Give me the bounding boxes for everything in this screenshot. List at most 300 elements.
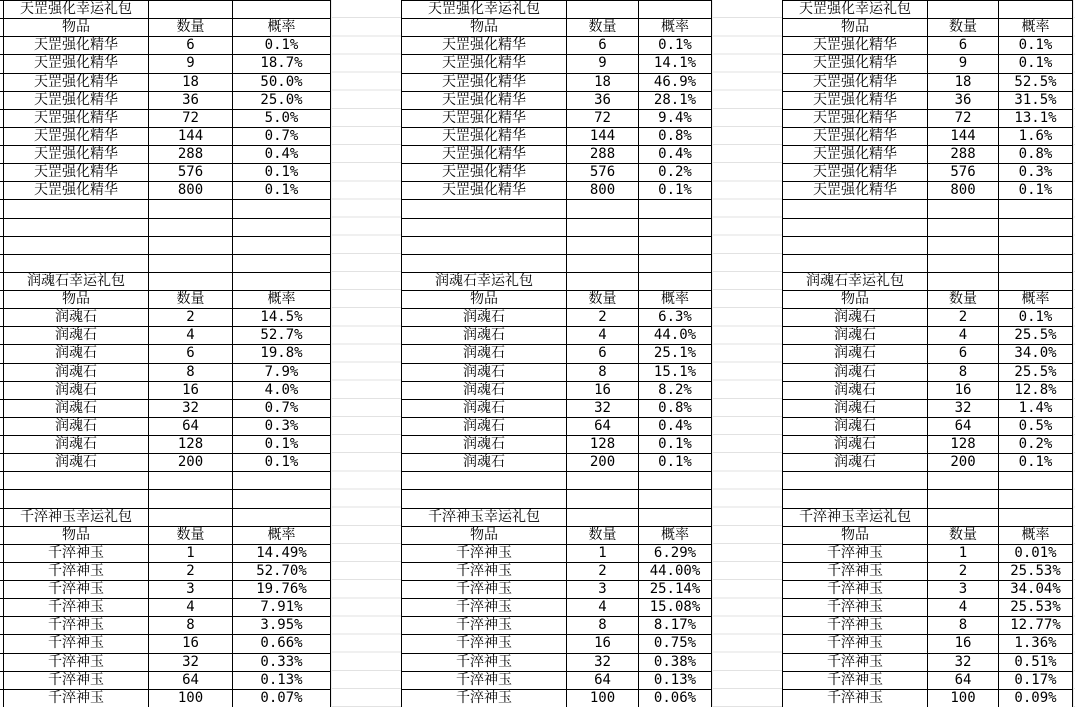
probability-cell[interactable]: 0.1% <box>999 55 1073 73</box>
pack-title-cell[interactable]: 润魂石幸运礼包 <box>783 272 928 290</box>
probability-cell[interactable]: 34.0% <box>999 345 1073 363</box>
quantity-cell[interactable]: 32 <box>149 653 233 671</box>
empty-cell[interactable] <box>639 272 712 290</box>
quantity-cell[interactable]: 9 <box>149 55 233 73</box>
item-cell[interactable]: 千淬神玉 <box>4 689 149 707</box>
quantity-cell[interactable]: 100 <box>567 689 639 707</box>
quantity-cell[interactable]: 6 <box>928 37 999 55</box>
probability-cell[interactable]: 14.49% <box>233 544 331 562</box>
quantity-cell[interactable]: 32 <box>567 653 639 671</box>
item-cell[interactable]: 天罡强化精华 <box>402 146 567 164</box>
probability-cell[interactable]: 50.0% <box>233 73 331 91</box>
column-header-cell[interactable]: 数量 <box>928 291 999 309</box>
quantity-cell[interactable]: 64 <box>928 417 999 435</box>
item-cell[interactable]: 天罡强化精华 <box>402 164 567 182</box>
empty-cell[interactable] <box>149 236 233 254</box>
empty-cell[interactable] <box>149 218 233 236</box>
empty-cell[interactable] <box>233 490 331 508</box>
column-header-cell[interactable]: 物品 <box>4 19 149 37</box>
probability-cell[interactable]: 14.5% <box>233 309 331 327</box>
probability-cell[interactable]: 0.1% <box>639 454 712 472</box>
empty-cell[interactable] <box>567 472 639 490</box>
empty-cell[interactable] <box>567 1 639 19</box>
empty-cell[interactable] <box>233 218 331 236</box>
quantity-cell[interactable]: 6 <box>567 37 639 55</box>
empty-cell[interactable] <box>928 272 999 290</box>
probability-cell[interactable]: 0.06% <box>639 689 712 707</box>
probability-cell[interactable]: 0.1% <box>999 182 1073 200</box>
item-cell[interactable]: 润魂石 <box>402 454 567 472</box>
probability-cell[interactable]: 5.0% <box>233 109 331 127</box>
probability-cell[interactable]: 0.38% <box>639 653 712 671</box>
column-header-cell[interactable]: 数量 <box>567 19 639 37</box>
probability-cell[interactable]: 19.8% <box>233 345 331 363</box>
item-cell[interactable]: 天罡强化精华 <box>402 109 567 127</box>
item-cell[interactable]: 润魂石 <box>783 417 928 435</box>
quantity-cell[interactable]: 36 <box>567 91 639 109</box>
quantity-cell[interactable]: 32 <box>149 399 233 417</box>
quantity-cell[interactable]: 9 <box>928 55 999 73</box>
empty-cell[interactable] <box>639 236 712 254</box>
item-cell[interactable]: 润魂石 <box>4 381 149 399</box>
column-header-cell[interactable]: 物品 <box>402 526 567 544</box>
empty-cell[interactable] <box>149 272 233 290</box>
quantity-cell[interactable]: 1 <box>928 544 999 562</box>
probability-cell[interactable]: 1.36% <box>999 635 1073 653</box>
item-cell[interactable]: 天罡强化精华 <box>4 91 149 109</box>
probability-cell[interactable]: 8.17% <box>639 617 712 635</box>
probability-cell[interactable]: 7.91% <box>233 599 331 617</box>
empty-cell[interactable] <box>999 490 1073 508</box>
quantity-cell[interactable]: 2 <box>567 562 639 580</box>
probability-cell[interactable]: 0.1% <box>233 37 331 55</box>
empty-cell[interactable] <box>783 254 928 272</box>
probability-cell[interactable]: 8.2% <box>639 381 712 399</box>
empty-cell[interactable] <box>928 254 999 272</box>
empty-cell[interactable] <box>4 218 149 236</box>
quantity-cell[interactable]: 576 <box>567 164 639 182</box>
probability-cell[interactable]: 0.8% <box>639 399 712 417</box>
empty-cell[interactable] <box>999 218 1073 236</box>
column-header-cell[interactable]: 概率 <box>639 526 712 544</box>
quantity-cell[interactable]: 576 <box>149 164 233 182</box>
quantity-cell[interactable]: 128 <box>567 436 639 454</box>
probability-cell[interactable]: 0.2% <box>999 436 1073 454</box>
empty-cell[interactable] <box>639 218 712 236</box>
item-cell[interactable]: 千淬神玉 <box>783 562 928 580</box>
probability-cell[interactable]: 0.1% <box>639 436 712 454</box>
quantity-cell[interactable]: 800 <box>928 182 999 200</box>
quantity-cell[interactable]: 32 <box>567 399 639 417</box>
empty-cell[interactable] <box>567 272 639 290</box>
empty-cell[interactable] <box>928 508 999 526</box>
quantity-cell[interactable]: 6 <box>567 345 639 363</box>
item-cell[interactable]: 天罡强化精华 <box>402 55 567 73</box>
quantity-cell[interactable]: 3 <box>567 581 639 599</box>
quantity-cell[interactable]: 3 <box>928 581 999 599</box>
empty-cell[interactable] <box>149 490 233 508</box>
quantity-cell[interactable]: 576 <box>928 164 999 182</box>
item-cell[interactable]: 千淬神玉 <box>4 617 149 635</box>
quantity-cell[interactable]: 2 <box>149 309 233 327</box>
empty-cell[interactable] <box>928 472 999 490</box>
item-cell[interactable]: 润魂石 <box>783 363 928 381</box>
item-cell[interactable]: 千淬神玉 <box>783 599 928 617</box>
probability-cell[interactable]: 0.4% <box>639 146 712 164</box>
probability-cell[interactable]: 0.07% <box>233 689 331 707</box>
empty-cell[interactable] <box>639 490 712 508</box>
item-cell[interactable]: 千淬神玉 <box>402 599 567 617</box>
probability-cell[interactable]: 0.7% <box>233 399 331 417</box>
quantity-cell[interactable]: 6 <box>149 37 233 55</box>
probability-cell[interactable]: 0.1% <box>639 182 712 200</box>
column-header-cell[interactable]: 概率 <box>999 526 1073 544</box>
item-cell[interactable]: 润魂石 <box>783 436 928 454</box>
quantity-cell[interactable]: 64 <box>149 671 233 689</box>
empty-cell[interactable] <box>233 272 331 290</box>
item-cell[interactable]: 千淬神玉 <box>4 544 149 562</box>
column-header-cell[interactable]: 概率 <box>233 291 331 309</box>
quantity-cell[interactable]: 4 <box>928 327 999 345</box>
probability-cell[interactable]: 9.4% <box>639 109 712 127</box>
empty-cell[interactable] <box>233 472 331 490</box>
quantity-cell[interactable]: 9 <box>567 55 639 73</box>
quantity-cell[interactable]: 8 <box>149 617 233 635</box>
quantity-cell[interactable]: 128 <box>149 436 233 454</box>
probability-cell[interactable]: 0.33% <box>233 653 331 671</box>
item-cell[interactable]: 千淬神玉 <box>402 617 567 635</box>
quantity-cell[interactable]: 64 <box>149 417 233 435</box>
quantity-cell[interactable]: 288 <box>928 146 999 164</box>
quantity-cell[interactable]: 72 <box>567 109 639 127</box>
quantity-cell[interactable]: 1 <box>149 544 233 562</box>
item-cell[interactable]: 天罡强化精华 <box>4 164 149 182</box>
empty-cell[interactable] <box>149 254 233 272</box>
column-header-cell[interactable]: 概率 <box>233 526 331 544</box>
column-header-cell[interactable]: 数量 <box>928 19 999 37</box>
empty-cell[interactable] <box>567 490 639 508</box>
item-cell[interactable]: 千淬神玉 <box>402 581 567 599</box>
pack-title-cell[interactable]: 天罡强化幸运礼包 <box>402 1 567 19</box>
empty-cell[interactable] <box>402 236 567 254</box>
column-header-cell[interactable]: 数量 <box>149 526 233 544</box>
item-cell[interactable]: 润魂石 <box>4 327 149 345</box>
column-header-cell[interactable]: 概率 <box>999 19 1073 37</box>
item-cell[interactable]: 润魂石 <box>783 345 928 363</box>
item-cell[interactable]: 千淬神玉 <box>402 671 567 689</box>
empty-cell[interactable] <box>639 254 712 272</box>
quantity-cell[interactable]: 32 <box>928 653 999 671</box>
empty-cell[interactable] <box>233 254 331 272</box>
item-cell[interactable]: 天罡强化精华 <box>4 73 149 91</box>
quantity-cell[interactable]: 288 <box>567 146 639 164</box>
empty-cell[interactable] <box>783 490 928 508</box>
item-cell[interactable]: 天罡强化精华 <box>402 127 567 145</box>
item-cell[interactable]: 润魂石 <box>402 345 567 363</box>
item-cell[interactable]: 天罡强化精华 <box>783 127 928 145</box>
empty-cell[interactable] <box>567 218 639 236</box>
quantity-cell[interactable]: 4 <box>149 599 233 617</box>
empty-cell[interactable] <box>4 254 149 272</box>
probability-cell[interactable]: 0.4% <box>639 417 712 435</box>
item-cell[interactable]: 千淬神玉 <box>783 581 928 599</box>
empty-cell[interactable] <box>233 236 331 254</box>
empty-cell[interactable] <box>928 218 999 236</box>
item-cell[interactable]: 润魂石 <box>4 399 149 417</box>
column-header-cell[interactable]: 物品 <box>402 291 567 309</box>
empty-cell[interactable] <box>999 200 1073 218</box>
item-cell[interactable]: 润魂石 <box>402 327 567 345</box>
item-cell[interactable]: 千淬神玉 <box>4 671 149 689</box>
quantity-cell[interactable]: 2 <box>567 309 639 327</box>
quantity-cell[interactable]: 4 <box>567 599 639 617</box>
quantity-cell[interactable]: 36 <box>928 91 999 109</box>
column-header-cell[interactable]: 物品 <box>4 291 149 309</box>
item-cell[interactable]: 润魂石 <box>402 363 567 381</box>
quantity-cell[interactable]: 72 <box>149 109 233 127</box>
item-cell[interactable]: 千淬神玉 <box>783 671 928 689</box>
column-header-cell[interactable]: 数量 <box>928 526 999 544</box>
item-cell[interactable]: 天罡强化精华 <box>783 37 928 55</box>
item-cell[interactable]: 天罡强化精华 <box>4 146 149 164</box>
item-cell[interactable]: 天罡强化精华 <box>4 109 149 127</box>
item-cell[interactable]: 润魂石 <box>402 417 567 435</box>
probability-cell[interactable]: 31.5% <box>999 91 1073 109</box>
probability-cell[interactable]: 25.5% <box>999 327 1073 345</box>
probability-cell[interactable]: 0.8% <box>999 146 1073 164</box>
empty-cell[interactable] <box>999 272 1073 290</box>
empty-cell[interactable] <box>233 508 331 526</box>
empty-cell[interactable] <box>402 254 567 272</box>
item-cell[interactable]: 润魂石 <box>402 436 567 454</box>
probability-cell[interactable]: 0.75% <box>639 635 712 653</box>
empty-cell[interactable] <box>149 472 233 490</box>
item-cell[interactable]: 润魂石 <box>783 381 928 399</box>
quantity-cell[interactable]: 100 <box>149 689 233 707</box>
item-cell[interactable]: 润魂石 <box>4 454 149 472</box>
probability-cell[interactable]: 25.14% <box>639 581 712 599</box>
empty-cell[interactable] <box>999 1 1073 19</box>
empty-cell[interactable] <box>928 490 999 508</box>
column-header-cell[interactable]: 数量 <box>149 19 233 37</box>
item-cell[interactable]: 千淬神玉 <box>402 653 567 671</box>
empty-cell[interactable] <box>999 472 1073 490</box>
probability-cell[interactable]: 0.1% <box>999 309 1073 327</box>
quantity-cell[interactable]: 2 <box>928 562 999 580</box>
probability-cell[interactable]: 25.53% <box>999 562 1073 580</box>
probability-cell[interactable]: 0.1% <box>999 454 1073 472</box>
empty-cell[interactable] <box>402 490 567 508</box>
empty-cell[interactable] <box>999 254 1073 272</box>
pack-title-cell[interactable]: 千淬神玉幸运礼包 <box>4 508 149 526</box>
item-cell[interactable]: 千淬神玉 <box>783 653 928 671</box>
item-cell[interactable]: 天罡强化精华 <box>783 55 928 73</box>
quantity-cell[interactable]: 144 <box>567 127 639 145</box>
item-cell[interactable]: 千淬神玉 <box>783 617 928 635</box>
probability-cell[interactable]: 0.51% <box>999 653 1073 671</box>
probability-cell[interactable]: 19.76% <box>233 581 331 599</box>
quantity-cell[interactable]: 8 <box>928 617 999 635</box>
empty-cell[interactable] <box>567 254 639 272</box>
item-cell[interactable]: 润魂石 <box>783 327 928 345</box>
pack-title-cell[interactable]: 千淬神玉幸运礼包 <box>402 508 567 526</box>
empty-cell[interactable] <box>567 236 639 254</box>
empty-cell[interactable] <box>4 236 149 254</box>
probability-cell[interactable]: 0.7% <box>233 127 331 145</box>
quantity-cell[interactable]: 144 <box>149 127 233 145</box>
pack-title-cell[interactable]: 天罡强化幸运礼包 <box>783 1 928 19</box>
item-cell[interactable]: 天罡强化精华 <box>783 109 928 127</box>
probability-cell[interactable]: 52.70% <box>233 562 331 580</box>
probability-cell[interactable]: 25.5% <box>999 363 1073 381</box>
quantity-cell[interactable]: 8 <box>567 363 639 381</box>
item-cell[interactable]: 天罡强化精华 <box>402 73 567 91</box>
item-cell[interactable]: 天罡强化精华 <box>402 91 567 109</box>
quantity-cell[interactable]: 16 <box>149 635 233 653</box>
probability-cell[interactable]: 6.3% <box>639 309 712 327</box>
quantity-cell[interactable]: 8 <box>928 363 999 381</box>
probability-cell[interactable]: 0.13% <box>233 671 331 689</box>
item-cell[interactable]: 千淬神玉 <box>402 689 567 707</box>
quantity-cell[interactable]: 64 <box>928 671 999 689</box>
empty-cell[interactable] <box>783 236 928 254</box>
empty-cell[interactable] <box>639 200 712 218</box>
probability-cell[interactable]: 4.0% <box>233 381 331 399</box>
probability-cell[interactable]: 0.09% <box>999 689 1073 707</box>
probability-cell[interactable]: 25.0% <box>233 91 331 109</box>
quantity-cell[interactable]: 4 <box>567 327 639 345</box>
quantity-cell[interactable]: 64 <box>567 417 639 435</box>
item-cell[interactable]: 千淬神玉 <box>783 635 928 653</box>
item-cell[interactable]: 千淬神玉 <box>783 544 928 562</box>
item-cell[interactable]: 千淬神玉 <box>4 581 149 599</box>
empty-cell[interactable] <box>928 1 999 19</box>
quantity-cell[interactable]: 200 <box>567 454 639 472</box>
column-header-cell[interactable]: 物品 <box>783 526 928 544</box>
item-cell[interactable]: 千淬神玉 <box>4 653 149 671</box>
item-cell[interactable]: 千淬神玉 <box>4 562 149 580</box>
item-cell[interactable]: 天罡强化精华 <box>402 37 567 55</box>
empty-cell[interactable] <box>233 1 331 19</box>
column-header-cell[interactable]: 数量 <box>567 526 639 544</box>
item-cell[interactable]: 润魂石 <box>783 454 928 472</box>
item-cell[interactable]: 润魂石 <box>4 363 149 381</box>
item-cell[interactable]: 天罡强化精华 <box>783 182 928 200</box>
empty-cell[interactable] <box>233 200 331 218</box>
probability-cell[interactable]: 0.01% <box>999 544 1073 562</box>
probability-cell[interactable]: 0.1% <box>233 436 331 454</box>
empty-cell[interactable] <box>402 200 567 218</box>
probability-cell[interactable]: 0.5% <box>999 417 1073 435</box>
probability-cell[interactable]: 14.1% <box>639 55 712 73</box>
item-cell[interactable]: 润魂石 <box>783 309 928 327</box>
empty-cell[interactable] <box>999 508 1073 526</box>
probability-cell[interactable]: 25.53% <box>999 599 1073 617</box>
probability-cell[interactable]: 12.8% <box>999 381 1073 399</box>
quantity-cell[interactable]: 8 <box>149 363 233 381</box>
quantity-cell[interactable]: 1 <box>567 544 639 562</box>
empty-cell[interactable] <box>928 200 999 218</box>
quantity-cell[interactable]: 32 <box>928 399 999 417</box>
pack-title-cell[interactable]: 润魂石幸运礼包 <box>4 272 149 290</box>
probability-cell[interactable]: 52.5% <box>999 73 1073 91</box>
probability-cell[interactable]: 25.1% <box>639 345 712 363</box>
probability-cell[interactable]: 0.3% <box>999 164 1073 182</box>
probability-cell[interactable]: 1.4% <box>999 399 1073 417</box>
probability-cell[interactable]: 18.7% <box>233 55 331 73</box>
probability-cell[interactable]: 0.1% <box>233 182 331 200</box>
item-cell[interactable]: 润魂石 <box>402 399 567 417</box>
probability-cell[interactable]: 6.29% <box>639 544 712 562</box>
item-cell[interactable]: 千淬神玉 <box>783 689 928 707</box>
quantity-cell[interactable]: 64 <box>567 671 639 689</box>
probability-cell[interactable]: 3.95% <box>233 617 331 635</box>
empty-cell[interactable] <box>639 472 712 490</box>
column-header-cell[interactable]: 物品 <box>783 291 928 309</box>
item-cell[interactable]: 润魂石 <box>4 436 149 454</box>
empty-cell[interactable] <box>149 200 233 218</box>
empty-cell[interactable] <box>783 200 928 218</box>
probability-cell[interactable]: 0.1% <box>639 37 712 55</box>
quantity-cell[interactable]: 8 <box>567 617 639 635</box>
column-header-cell[interactable]: 概率 <box>639 19 712 37</box>
empty-cell[interactable] <box>928 236 999 254</box>
quantity-cell[interactable]: 6 <box>149 345 233 363</box>
item-cell[interactable]: 润魂石 <box>4 345 149 363</box>
quantity-cell[interactable]: 16 <box>928 635 999 653</box>
quantity-cell[interactable]: 2 <box>149 562 233 580</box>
empty-cell[interactable] <box>999 236 1073 254</box>
probability-cell[interactable]: 44.0% <box>639 327 712 345</box>
quantity-cell[interactable]: 18 <box>928 73 999 91</box>
probability-cell[interactable]: 0.13% <box>639 671 712 689</box>
pack-title-cell[interactable]: 润魂石幸运礼包 <box>402 272 567 290</box>
item-cell[interactable]: 天罡强化精华 <box>783 146 928 164</box>
quantity-cell[interactable]: 144 <box>928 127 999 145</box>
probability-cell[interactable]: 13.1% <box>999 109 1073 127</box>
column-header-cell[interactable]: 物品 <box>783 19 928 37</box>
item-cell[interactable]: 千淬神玉 <box>402 635 567 653</box>
empty-cell[interactable] <box>783 218 928 236</box>
item-cell[interactable]: 天罡强化精华 <box>4 182 149 200</box>
probability-cell[interactable]: 15.08% <box>639 599 712 617</box>
column-header-cell[interactable]: 物品 <box>4 526 149 544</box>
quantity-cell[interactable]: 18 <box>567 73 639 91</box>
empty-cell[interactable] <box>402 472 567 490</box>
item-cell[interactable]: 天罡强化精华 <box>4 37 149 55</box>
empty-cell[interactable] <box>149 1 233 19</box>
quantity-cell[interactable]: 4 <box>928 599 999 617</box>
probability-cell[interactable]: 46.9% <box>639 73 712 91</box>
quantity-cell[interactable]: 6 <box>928 345 999 363</box>
quantity-cell[interactable]: 800 <box>567 182 639 200</box>
quantity-cell[interactable]: 16 <box>149 381 233 399</box>
item-cell[interactable]: 润魂石 <box>783 399 928 417</box>
empty-cell[interactable] <box>149 508 233 526</box>
item-cell[interactable]: 天罡强化精华 <box>4 127 149 145</box>
quantity-cell[interactable]: 16 <box>567 381 639 399</box>
item-cell[interactable]: 润魂石 <box>4 309 149 327</box>
item-cell[interactable]: 天罡强化精华 <box>783 73 928 91</box>
quantity-cell[interactable]: 16 <box>928 381 999 399</box>
quantity-cell[interactable]: 18 <box>149 73 233 91</box>
quantity-cell[interactable]: 2 <box>928 309 999 327</box>
column-header-cell[interactable]: 数量 <box>567 291 639 309</box>
empty-cell[interactable] <box>567 200 639 218</box>
item-cell[interactable]: 千淬神玉 <box>402 562 567 580</box>
probability-cell[interactable]: 34.04% <box>999 581 1073 599</box>
item-cell[interactable]: 千淬神玉 <box>4 599 149 617</box>
